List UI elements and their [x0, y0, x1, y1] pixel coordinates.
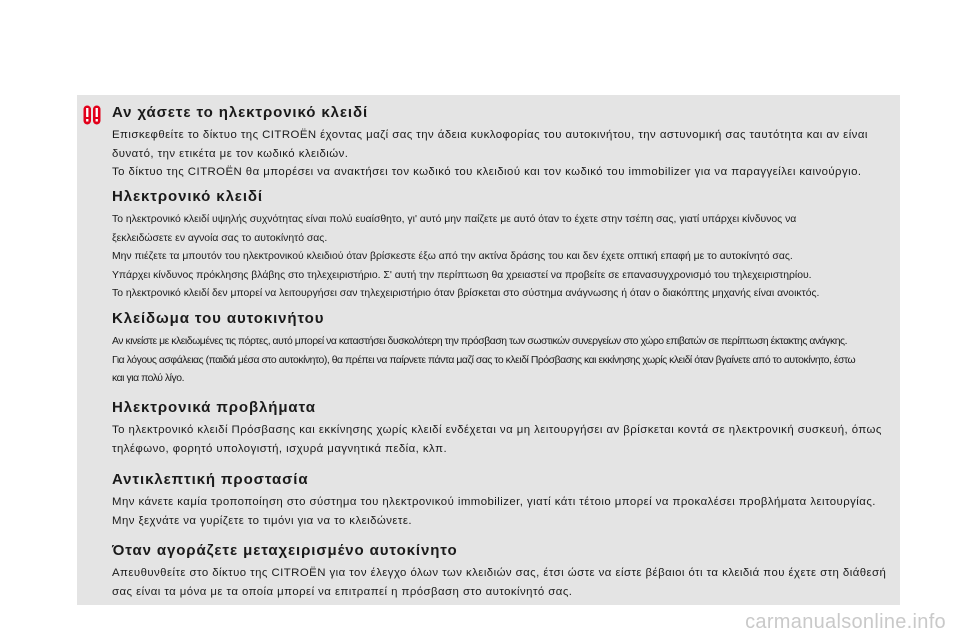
paragraph-line: Αν κινείστε με κλειδωμένες τις πόρτες, αυτό μπορεί να καταστήσει δυσκολότερη την πρόσβαση των σωστικών συνεργείων στο χώρο επιβατών σε περίπτωση έκτακτης ανάγκης.: [112, 336, 848, 347]
section-title: Ηλεκτρονικά προβλήματα: [112, 399, 316, 416]
paragraph-line: Μην κάνετε καμία τροποποίηση στο σύστημα του ηλεκτρονικού immobilizer, γιατί κάτι τέτοιο μπορεί να προκαλέσει προβλήματα λειτουργίας.: [112, 496, 876, 508]
section-lost-key: [112, 104, 902, 182]
section-electronic-problems: [112, 399, 902, 458]
paragraph-line: τηλέφωνο, φορητό υπολογιστή, ισχυρά μαγνητικά πεδία, κλπ.: [112, 442, 448, 455]
paragraph-line: και για πολύ λίγο.: [112, 373, 185, 384]
exclamation-warning-icon: [83, 105, 101, 125]
section-title: Κλείδωμα του αυτοκινήτου: [112, 310, 325, 327]
paragraph-line: Για λόγους ασφάλειας (παιδιά μέσα στο αυτοκίνητο), θα πρέπει να παίρνετε πάντα μαζί σας το κλειδί Πρόσβασης και εκκίνησης χωρίς κλειδί όταν βγαίνετε από το αυτοκίνητο, έστω: [112, 354, 856, 366]
paragraph-line: σας είναι τα μόνα με τα οποία μπορεί να επιτραπεί η πρόσβαση στο αυτοκίνητό σας.: [112, 585, 573, 598]
paragraph-line: δυνατό, την ετικέτα με τον κωδικό κλειδιών.: [112, 147, 349, 160]
paragraph-line: ξεκλειδώσετε εν αγνοία σας το αυτοκίνητό σας.: [112, 232, 328, 244]
paragraph-line: Μην πιέζετε τα μπουτόν του ηλεκτρονικού κλειδιού όταν βρίσκεστε έξω από την ακτίνα δράσης του και δεν έχετε οπτική επαφή με το αυτοκίνητό σας.: [112, 251, 793, 262]
paragraph-line: Υπάρχει κίνδυνος πρόκλησης βλάβης στο τηλεχειριστήριο. Σ' αυτή την περίπτωση θα χρειαστεί να προβείτε σε επανασυγχρονισμό του τηλεχειριστηρίου.: [112, 269, 812, 281]
section-title: Αντικλεπτική προστασία: [112, 471, 309, 488]
section-title: Ηλεκτρονικό κλειδί: [112, 188, 263, 205]
section-used-car: [112, 542, 902, 601]
section-vehicle-locking: [112, 310, 902, 389]
paragraph-line: Επισκεφθείτε το δίκτυο της CITROËN έχοντας μαζί σας την άδεια κυκλοφορίας του αυτοκινήτου, την αστυνομική σας ταυτότητα και αν είναι: [112, 129, 868, 141]
paragraph-line: Απευθυνθείτε στο δίκτυο της CITROËN για τον έλεγχο όλων των κλειδιών σας, έτσι ώστε να είστε βέβαιοι ότι τα κλειδιά που έχετε στη διάθεσή: [112, 567, 887, 579]
section-anti-theft: [112, 471, 902, 530]
section-title: Αν χάσετε το ηλεκτρονικό κλειδί: [112, 104, 369, 121]
watermark-text: carmanualsonline.info: [745, 611, 946, 633]
paragraph-line: Το ηλεκτρονικό κλειδί δεν μπορεί να λειτουργήσει σαν τηλεχειριστήριο όταν βρίσκεται στο σύστημα ανάγνωσης ή όταν ο διακόπτης μηχανής είναι ανοικτός.: [112, 288, 820, 299]
section-electronic-key: [112, 188, 902, 304]
paragraph-line: Μην ξεχνάτε να γυρίζετε το τιμόνι για να το κλειδώνετε.: [112, 514, 412, 527]
section-title: Όταν αγοράζετε μεταχειρισμένο αυτοκίνητο: [112, 542, 458, 559]
paragraph-line: Το ηλεκτρονικό κλειδί Πρόσβασης και εκκίνησης χωρίς κλειδί ενδέχεται να μη λειτουργήσει αν βρίσκεται κοντά σε ηλεκτρονική συσκευή, όπως: [112, 424, 882, 436]
paragraph-line: Το ηλεκτρονικό κλειδί υψηλής συχνότητας είναι πολύ ευαίσθητο, γι' αυτό μην παίζετε με αυτό όταν το έχετε στην τσέπη σας, γιατί υπάρχει κίνδυνος να: [112, 214, 797, 225]
paragraph-line: Το δίκτυο της CITROËN θα μπορέσει να ανακτήσει τον κωδικό του κλειδιού και τον κωδικό του immobilizer για να παραγγείλει καινούργιο.: [112, 166, 862, 178]
